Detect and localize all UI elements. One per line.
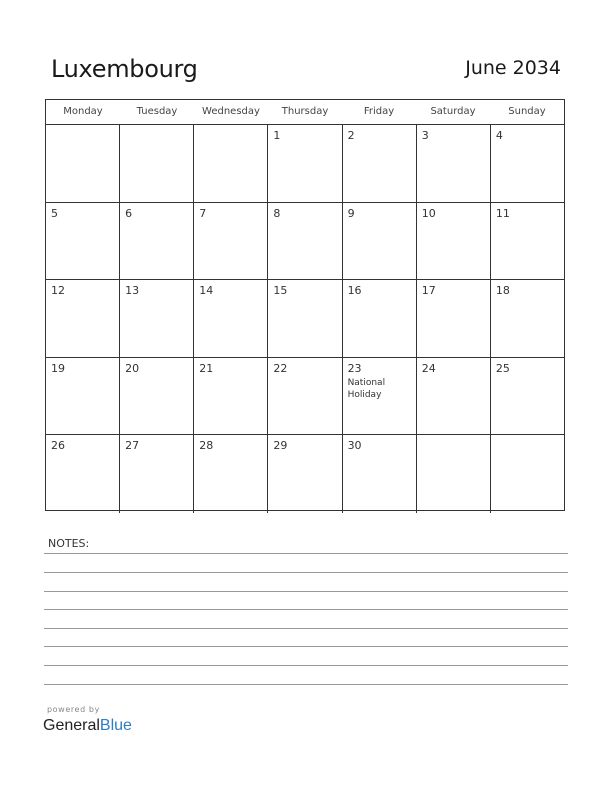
day-cell xyxy=(194,125,268,202)
weekday-label: Friday xyxy=(363,106,395,117)
note-line xyxy=(44,572,568,573)
day-cell xyxy=(120,203,194,280)
weekday-label: Monday xyxy=(63,106,103,117)
day-number: 26 xyxy=(51,439,65,453)
day-number: 8 xyxy=(273,206,281,220)
day-number: 19 xyxy=(51,361,65,375)
day-number: 9 xyxy=(347,206,355,220)
day-cell xyxy=(417,203,491,280)
day-cell xyxy=(120,358,194,435)
day-cell xyxy=(417,280,491,357)
note-line xyxy=(44,628,568,629)
powered-by-label: powered by xyxy=(47,705,100,714)
note-line xyxy=(44,684,568,685)
note-line xyxy=(44,646,568,647)
note-line xyxy=(44,609,568,610)
day-cell xyxy=(491,125,564,202)
day-cell xyxy=(343,125,417,202)
day-number: 16 xyxy=(347,284,362,298)
day-cell xyxy=(46,435,120,513)
day-cell xyxy=(46,280,120,357)
note-line xyxy=(44,665,568,666)
note-line xyxy=(44,553,568,554)
weekday-label: Wednesday xyxy=(202,106,260,117)
weekday-label: Thursday xyxy=(281,106,329,117)
day-number: 23 xyxy=(347,361,362,375)
day-cell xyxy=(491,358,564,435)
day-cell xyxy=(491,435,564,513)
day-number: 20 xyxy=(125,361,140,375)
day-number: 13 xyxy=(125,284,140,298)
week-row xyxy=(46,125,564,203)
day-cell xyxy=(268,280,342,357)
day-cell xyxy=(491,280,564,357)
calendar-grid xyxy=(45,99,565,511)
notes-label: NOTES: xyxy=(48,537,90,550)
day-number: 1 xyxy=(273,129,281,142)
day-cell xyxy=(194,280,268,357)
day-number: 7 xyxy=(199,206,207,220)
day-cell xyxy=(343,280,417,357)
day-number: 28 xyxy=(199,439,214,453)
day-cell xyxy=(120,125,194,202)
week-row xyxy=(46,203,564,281)
day-cell xyxy=(120,280,194,357)
day-number: 25 xyxy=(495,361,510,375)
day-number: 5 xyxy=(51,206,58,220)
brand-general: General xyxy=(43,717,100,734)
country-title: Luxembourg xyxy=(51,55,198,83)
day-cell xyxy=(268,358,342,435)
day-cell xyxy=(343,358,417,435)
day-number: 6 xyxy=(125,206,133,220)
weekday-label: Sunday xyxy=(508,106,546,117)
week-row xyxy=(46,358,564,436)
generalblue-logo[interactable] xyxy=(43,717,132,735)
day-cell xyxy=(343,435,417,513)
day-number: 14 xyxy=(199,284,214,298)
day-number: 21 xyxy=(199,361,214,375)
note-line xyxy=(44,591,568,592)
day-cell xyxy=(268,125,342,202)
day-cell xyxy=(268,203,342,280)
day-cell xyxy=(194,203,268,280)
week-row xyxy=(46,435,564,513)
day-number: 27 xyxy=(125,439,140,453)
day-number: 30 xyxy=(347,439,362,453)
day-number: 18 xyxy=(495,284,510,298)
day-number: 24 xyxy=(421,361,436,375)
month-title: June 2034 xyxy=(465,57,561,79)
day-cell xyxy=(268,435,342,513)
day-number: 2 xyxy=(347,129,355,142)
holiday-label: National Holiday xyxy=(347,377,386,400)
day-number: 10 xyxy=(421,206,436,220)
weekday-label: Tuesday xyxy=(136,106,178,117)
day-cell xyxy=(46,358,120,435)
day-cell xyxy=(417,358,491,435)
day-cell xyxy=(343,203,417,280)
weekday-label: Saturday xyxy=(430,106,476,117)
day-number: 11 xyxy=(495,206,510,220)
day-number: 22 xyxy=(273,361,288,375)
day-number: 3 xyxy=(421,129,429,142)
day-number: 12 xyxy=(51,284,65,298)
day-number: 4 xyxy=(495,129,503,142)
weekday-header xyxy=(46,100,564,125)
day-number: 29 xyxy=(273,439,288,453)
brand-blue: Blue xyxy=(99,717,132,734)
day-cell xyxy=(120,435,194,513)
day-number: 15 xyxy=(273,284,288,298)
day-cell xyxy=(46,203,120,280)
day-cell xyxy=(46,125,120,202)
day-cell xyxy=(194,435,268,513)
day-cell xyxy=(417,125,491,202)
day-number: 17 xyxy=(421,284,436,298)
day-cell xyxy=(417,435,491,513)
day-cell xyxy=(194,358,268,435)
week-row xyxy=(46,280,564,358)
day-cell xyxy=(491,203,564,280)
